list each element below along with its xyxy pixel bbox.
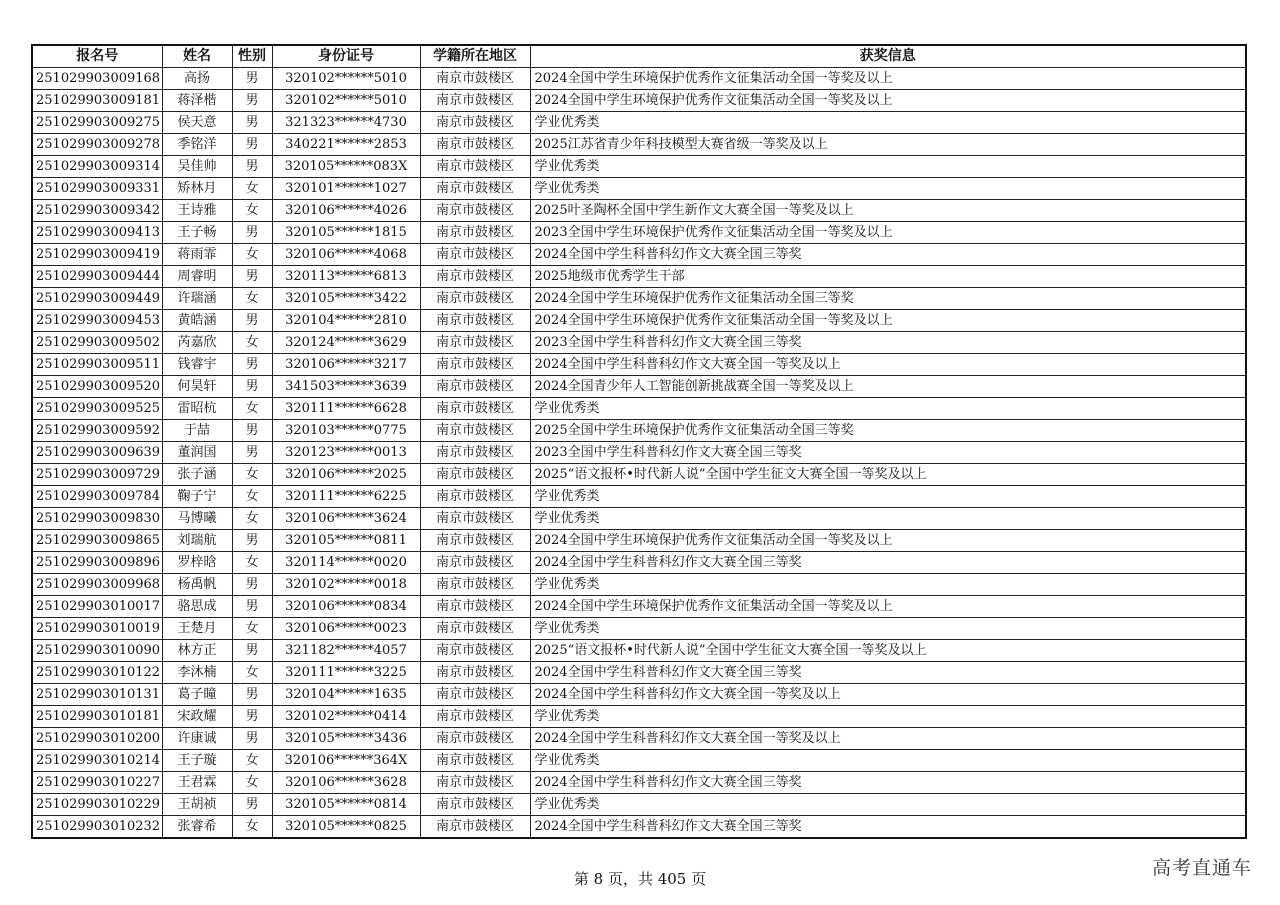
cell-region: 南京市鼓楼区 <box>420 354 530 376</box>
table-row <box>32 332 1246 354</box>
cell-gender: 男 <box>232 90 272 112</box>
cell-name: 李沐楠 <box>162 662 232 684</box>
table-row <box>32 244 1246 266</box>
cell-name: 许康诚 <box>162 728 232 750</box>
cell-award-info: 2023全国中学生环境保护优秀作文征集活动全国一等奖及以上 <box>530 222 1246 244</box>
cell-gender: 女 <box>232 486 272 508</box>
cell-registration-no: 251029903009729 <box>32 464 162 486</box>
cell-gender: 女 <box>232 244 272 266</box>
cell-region: 南京市鼓楼区 <box>420 266 530 288</box>
cell-gender: 男 <box>232 684 272 706</box>
cell-id-number: 320106******3217 <box>272 354 420 376</box>
cell-region: 南京市鼓楼区 <box>420 112 530 134</box>
cell-id-number: 341503******3639 <box>272 376 420 398</box>
cell-award-info: 2024全国中学生科普科幻作文大赛全国一等奖及以上 <box>530 354 1246 376</box>
cell-id-number: 320103******0775 <box>272 420 420 442</box>
cell-id-number: 320111******6225 <box>272 486 420 508</box>
cell-registration-no: 251029903010122 <box>32 662 162 684</box>
header-name: 姓名 <box>162 45 232 68</box>
cell-gender: 女 <box>232 332 272 354</box>
cell-region: 南京市鼓楼区 <box>420 200 530 222</box>
table-row <box>32 772 1246 794</box>
cell-id-number: 320105******1815 <box>272 222 420 244</box>
cell-award-info: 2024全国中学生环境保护优秀作文征集活动全国一等奖及以上 <box>530 596 1246 618</box>
cell-region: 南京市鼓楼区 <box>420 728 530 750</box>
cell-registration-no: 251029903009342 <box>32 200 162 222</box>
cell-gender: 男 <box>232 376 272 398</box>
table-row <box>32 464 1246 486</box>
cell-id-number: 320113******6813 <box>272 266 420 288</box>
cell-name: 蒋雨霏 <box>162 244 232 266</box>
cell-gender: 女 <box>232 288 272 310</box>
table-row <box>32 68 1246 90</box>
cell-name: 王君霖 <box>162 772 232 794</box>
table-row <box>32 376 1246 398</box>
cell-id-number: 320114******0020 <box>272 552 420 574</box>
cell-name: 蒋泽楷 <box>162 90 232 112</box>
cell-registration-no: 251029903009592 <box>32 420 162 442</box>
cell-gender: 男 <box>232 134 272 156</box>
cell-id-number: 320106******3624 <box>272 508 420 530</box>
cell-registration-no: 251029903009449 <box>32 288 162 310</box>
cell-name: 吴佳帅 <box>162 156 232 178</box>
cell-id-number: 320106******0834 <box>272 596 420 618</box>
cell-registration-no: 251029903009453 <box>32 310 162 332</box>
table-row <box>32 222 1246 244</box>
cell-id-number: 320105******0811 <box>272 530 420 552</box>
cell-registration-no: 251029903009419 <box>32 244 162 266</box>
cell-region: 南京市鼓楼区 <box>420 750 530 772</box>
cell-region: 南京市鼓楼区 <box>420 332 530 354</box>
cell-registration-no: 251029903010214 <box>32 750 162 772</box>
cell-gender: 男 <box>232 68 272 90</box>
cell-gender: 男 <box>232 706 272 728</box>
cell-id-number: 320123******0013 <box>272 442 420 464</box>
cell-name: 张睿希 <box>162 816 232 839</box>
cell-region: 南京市鼓楼区 <box>420 134 530 156</box>
cell-region: 南京市鼓楼区 <box>420 552 530 574</box>
cell-region: 南京市鼓楼区 <box>420 376 530 398</box>
table-row <box>32 794 1246 816</box>
cell-name: 侯天意 <box>162 112 232 134</box>
cell-award-info: 2025全国中学生环境保护优秀作文征集活动全国三等奖 <box>530 420 1246 442</box>
table-row <box>32 618 1246 640</box>
cell-award-info: 2024全国中学生环境保护优秀作文征集活动全国一等奖及以上 <box>530 90 1246 112</box>
cell-gender: 男 <box>232 156 272 178</box>
cell-region: 南京市鼓楼区 <box>420 706 530 728</box>
awards-table <box>31 44 1247 839</box>
cell-id-number: 321323******4730 <box>272 112 420 134</box>
cell-name: 高扬 <box>162 68 232 90</box>
cell-award-info: 2025“语文报杯•时代新人说”全国中学生征文大赛全国一等奖及以上 <box>530 640 1246 662</box>
cell-id-number: 320101******1027 <box>272 178 420 200</box>
cell-registration-no: 251029903009444 <box>32 266 162 288</box>
cell-gender: 女 <box>232 552 272 574</box>
cell-name: 杨禹帆 <box>162 574 232 596</box>
table-row <box>32 486 1246 508</box>
cell-award-info: 2023全国中学生科普科幻作文大赛全国三等奖 <box>530 442 1246 464</box>
cell-region: 南京市鼓楼区 <box>420 420 530 442</box>
cell-name: 许瑞涵 <box>162 288 232 310</box>
cell-registration-no: 251029903009502 <box>32 332 162 354</box>
header-gender: 性别 <box>232 45 272 68</box>
cell-gender: 男 <box>232 794 272 816</box>
cell-name: 鞠子宁 <box>162 486 232 508</box>
cell-gender: 男 <box>232 310 272 332</box>
cell-name: 周睿明 <box>162 266 232 288</box>
cell-id-number: 320124******3629 <box>272 332 420 354</box>
cell-name: 何昊轩 <box>162 376 232 398</box>
cell-award-info: 2024全国中学生环境保护优秀作文征集活动全国一等奖及以上 <box>530 68 1246 90</box>
header-region: 学籍所在地区 <box>420 45 530 68</box>
cell-region: 南京市鼓楼区 <box>420 640 530 662</box>
cell-region: 南京市鼓楼区 <box>420 288 530 310</box>
cell-name: 王子璇 <box>162 750 232 772</box>
cell-gender: 男 <box>232 574 272 596</box>
cell-award-info: 2024全国中学生科普科幻作文大赛全国三等奖 <box>530 552 1246 574</box>
cell-registration-no: 251029903009520 <box>32 376 162 398</box>
cell-region: 南京市鼓楼区 <box>420 618 530 640</box>
cell-name: 季铭洋 <box>162 134 232 156</box>
cell-name: 雷昭杭 <box>162 398 232 420</box>
header-award-info: 获奖信息 <box>530 45 1246 68</box>
cell-registration-no: 251029903009639 <box>32 442 162 464</box>
table-row <box>32 442 1246 464</box>
cell-registration-no: 251029903009275 <box>32 112 162 134</box>
header-registration-no: 报名号 <box>32 45 162 68</box>
cell-name: 林方正 <box>162 640 232 662</box>
cell-registration-no: 251029903009331 <box>32 178 162 200</box>
cell-registration-no: 251029903010229 <box>32 794 162 816</box>
cell-gender: 男 <box>232 266 272 288</box>
watermark: 高考直通车 <box>1151 857 1252 879</box>
cell-id-number: 320105******3422 <box>272 288 420 310</box>
cell-gender: 男 <box>232 222 272 244</box>
table-row <box>32 816 1246 839</box>
cell-award-info: 2024全国中学生科普科幻作文大赛全国一等奖及以上 <box>530 728 1246 750</box>
cell-award-info: 学业优秀类 <box>530 750 1246 772</box>
table-body <box>32 68 1246 839</box>
cell-registration-no: 251029903009511 <box>32 354 162 376</box>
cell-id-number: 320104******1635 <box>272 684 420 706</box>
cell-region: 南京市鼓楼区 <box>420 90 530 112</box>
cell-award-info: 2024全国中学生科普科幻作文大赛全国一等奖及以上 <box>530 684 1246 706</box>
cell-name: 刘瑞航 <box>162 530 232 552</box>
cell-region: 南京市鼓楼区 <box>420 178 530 200</box>
cell-registration-no: 251029903010181 <box>32 706 162 728</box>
cell-region: 南京市鼓楼区 <box>420 464 530 486</box>
table-row <box>32 508 1246 530</box>
cell-gender: 女 <box>232 662 272 684</box>
cell-award-info: 学业优秀类 <box>530 112 1246 134</box>
cell-award-info: 学业优秀类 <box>530 178 1246 200</box>
cell-gender: 女 <box>232 200 272 222</box>
cell-gender: 男 <box>232 354 272 376</box>
cell-region: 南京市鼓楼区 <box>420 486 530 508</box>
cell-region: 南京市鼓楼区 <box>420 398 530 420</box>
table-row <box>32 728 1246 750</box>
cell-name: 马博曦 <box>162 508 232 530</box>
cell-award-info: 2024全国中学生科普科幻作文大赛全国三等奖 <box>530 244 1246 266</box>
cell-registration-no: 251029903010227 <box>32 772 162 794</box>
cell-name: 骆思成 <box>162 596 232 618</box>
cell-name: 钱睿宇 <box>162 354 232 376</box>
cell-region: 南京市鼓楼区 <box>420 684 530 706</box>
cell-award-info: 2024全国中学生环境保护优秀作文征集活动全国三等奖 <box>530 288 1246 310</box>
cell-id-number: 320105******0825 <box>272 816 420 839</box>
table-row <box>32 200 1246 222</box>
table-row <box>32 134 1246 156</box>
cell-award-info: 2024全国中学生环境保护优秀作文征集活动全国一等奖及以上 <box>530 310 1246 332</box>
cell-region: 南京市鼓楼区 <box>420 310 530 332</box>
cell-award-info: 2025地级市优秀学生干部 <box>530 266 1246 288</box>
cell-registration-no: 251029903009314 <box>32 156 162 178</box>
cell-award-info: 2025江苏省青少年科技模型大赛省级一等奖及以上 <box>530 134 1246 156</box>
header-id-number: 身份证号 <box>272 45 420 68</box>
table-header-row <box>32 45 1246 68</box>
cell-id-number: 320106******364X <box>272 750 420 772</box>
cell-award-info: 学业优秀类 <box>530 794 1246 816</box>
cell-gender: 男 <box>232 530 272 552</box>
cell-region: 南京市鼓楼区 <box>420 662 530 684</box>
cell-region: 南京市鼓楼区 <box>420 574 530 596</box>
cell-award-info: 2025叶圣陶杯全国中学生新作文大赛全国一等奖及以上 <box>530 200 1246 222</box>
cell-region: 南京市鼓楼区 <box>420 222 530 244</box>
cell-registration-no: 251029903010019 <box>32 618 162 640</box>
cell-gender: 女 <box>232 464 272 486</box>
cell-id-number: 320106******0023 <box>272 618 420 640</box>
cell-registration-no: 251029903009525 <box>32 398 162 420</box>
cell-id-number: 320106******3628 <box>272 772 420 794</box>
table-row <box>32 178 1246 200</box>
cell-award-info: 学业优秀类 <box>530 706 1246 728</box>
cell-gender: 女 <box>232 772 272 794</box>
cell-award-info: 学业优秀类 <box>530 574 1246 596</box>
table-row <box>32 420 1246 442</box>
table-row <box>32 750 1246 772</box>
cell-award-info: 2023全国中学生科普科幻作文大赛全国三等奖 <box>530 332 1246 354</box>
table-row <box>32 596 1246 618</box>
page-footer: 第 8 页，共 405 页 <box>573 870 707 888</box>
cell-gender: 男 <box>232 640 272 662</box>
cell-award-info: 2025“语文报杯•时代新人说”全国中学生征文大赛全国一等奖及以上 <box>530 464 1246 486</box>
cell-region: 南京市鼓楼区 <box>420 68 530 90</box>
cell-award-info: 学业优秀类 <box>530 398 1246 420</box>
cell-gender: 女 <box>232 508 272 530</box>
cell-region: 南京市鼓楼区 <box>420 156 530 178</box>
cell-id-number: 320111******3225 <box>272 662 420 684</box>
cell-gender: 女 <box>232 178 272 200</box>
cell-name: 宋政耀 <box>162 706 232 728</box>
cell-award-info: 2024全国中学生科普科幻作文大赛全国三等奖 <box>530 662 1246 684</box>
cell-registration-no: 251029903009896 <box>32 552 162 574</box>
cell-name: 王楚月 <box>162 618 232 640</box>
cell-id-number: 340221******2853 <box>272 134 420 156</box>
cell-gender: 女 <box>232 618 272 640</box>
cell-award-info: 2024全国青少年人工智能创新挑战赛全国一等奖及以上 <box>530 376 1246 398</box>
cell-name: 王子畅 <box>162 222 232 244</box>
table-row <box>32 398 1246 420</box>
cell-region: 南京市鼓楼区 <box>420 530 530 552</box>
cell-registration-no: 251029903010131 <box>32 684 162 706</box>
table-row <box>32 354 1246 376</box>
table-row <box>32 684 1246 706</box>
cell-id-number: 321182******4057 <box>272 640 420 662</box>
cell-name: 王胡祯 <box>162 794 232 816</box>
cell-id-number: 320106******2025 <box>272 464 420 486</box>
table-row <box>32 640 1246 662</box>
cell-name: 于喆 <box>162 420 232 442</box>
cell-registration-no: 251029903010090 <box>32 640 162 662</box>
cell-gender: 男 <box>232 420 272 442</box>
cell-name: 葛子瞳 <box>162 684 232 706</box>
cell-registration-no: 251029903009168 <box>32 68 162 90</box>
cell-id-number: 320105******3436 <box>272 728 420 750</box>
cell-name: 芮嘉欣 <box>162 332 232 354</box>
table-row <box>32 156 1246 178</box>
table-row <box>32 112 1246 134</box>
cell-award-info: 学业优秀类 <box>530 508 1246 530</box>
cell-registration-no: 251029903009181 <box>32 90 162 112</box>
cell-name: 张子涵 <box>162 464 232 486</box>
cell-award-info: 学业优秀类 <box>530 156 1246 178</box>
cell-id-number: 320105******083X <box>272 156 420 178</box>
cell-gender: 女 <box>232 398 272 420</box>
cell-id-number: 320102******0414 <box>272 706 420 728</box>
cell-id-number: 320102******5010 <box>272 68 420 90</box>
cell-gender: 女 <box>232 750 272 772</box>
cell-id-number: 320102******0018 <box>272 574 420 596</box>
cell-region: 南京市鼓楼区 <box>420 442 530 464</box>
cell-registration-no: 251029903009278 <box>32 134 162 156</box>
cell-gender: 男 <box>232 112 272 134</box>
table-row <box>32 552 1246 574</box>
cell-registration-no: 251029903009865 <box>32 530 162 552</box>
cell-region: 南京市鼓楼区 <box>420 244 530 266</box>
cell-gender: 男 <box>232 596 272 618</box>
cell-id-number: 320104******2810 <box>272 310 420 332</box>
table-row <box>32 530 1246 552</box>
cell-registration-no: 251029903009830 <box>32 508 162 530</box>
cell-registration-no: 251029903009413 <box>32 222 162 244</box>
cell-id-number: 320106******4026 <box>272 200 420 222</box>
cell-award-info: 学业优秀类 <box>530 618 1246 640</box>
cell-registration-no: 251029903009968 <box>32 574 162 596</box>
cell-award-info: 学业优秀类 <box>530 486 1246 508</box>
cell-region: 南京市鼓楼区 <box>420 816 530 839</box>
cell-registration-no: 251029903010017 <box>32 596 162 618</box>
table-row <box>32 266 1246 288</box>
cell-region: 南京市鼓楼区 <box>420 794 530 816</box>
cell-region: 南京市鼓楼区 <box>420 772 530 794</box>
table-row <box>32 310 1246 332</box>
cell-region: 南京市鼓楼区 <box>420 596 530 618</box>
cell-name: 矫林月 <box>162 178 232 200</box>
cell-id-number: 320105******0814 <box>272 794 420 816</box>
cell-name: 董润国 <box>162 442 232 464</box>
cell-award-info: 2024全国中学生科普科幻作文大赛全国三等奖 <box>530 816 1246 839</box>
cell-registration-no: 251029903010232 <box>32 816 162 839</box>
cell-registration-no: 251029903010200 <box>32 728 162 750</box>
table-row <box>32 288 1246 310</box>
cell-id-number: 320106******4068 <box>272 244 420 266</box>
cell-registration-no: 251029903009784 <box>32 486 162 508</box>
table-row <box>32 662 1246 684</box>
cell-award-info: 2024全国中学生环境保护优秀作文征集活动全国一等奖及以上 <box>530 530 1246 552</box>
table-row <box>32 90 1246 112</box>
cell-gender: 男 <box>232 728 272 750</box>
cell-region: 南京市鼓楼区 <box>420 508 530 530</box>
cell-award-info: 2024全国中学生科普科幻作文大赛全国三等奖 <box>530 772 1246 794</box>
cell-gender: 男 <box>232 442 272 464</box>
table-row <box>32 706 1246 728</box>
cell-id-number: 320102******5010 <box>272 90 420 112</box>
cell-id-number: 320111******6628 <box>272 398 420 420</box>
cell-name: 黄皓涵 <box>162 310 232 332</box>
cell-name: 罗梓晗 <box>162 552 232 574</box>
cell-gender: 女 <box>232 816 272 839</box>
cell-name: 王诗雅 <box>162 200 232 222</box>
table-row <box>32 574 1246 596</box>
